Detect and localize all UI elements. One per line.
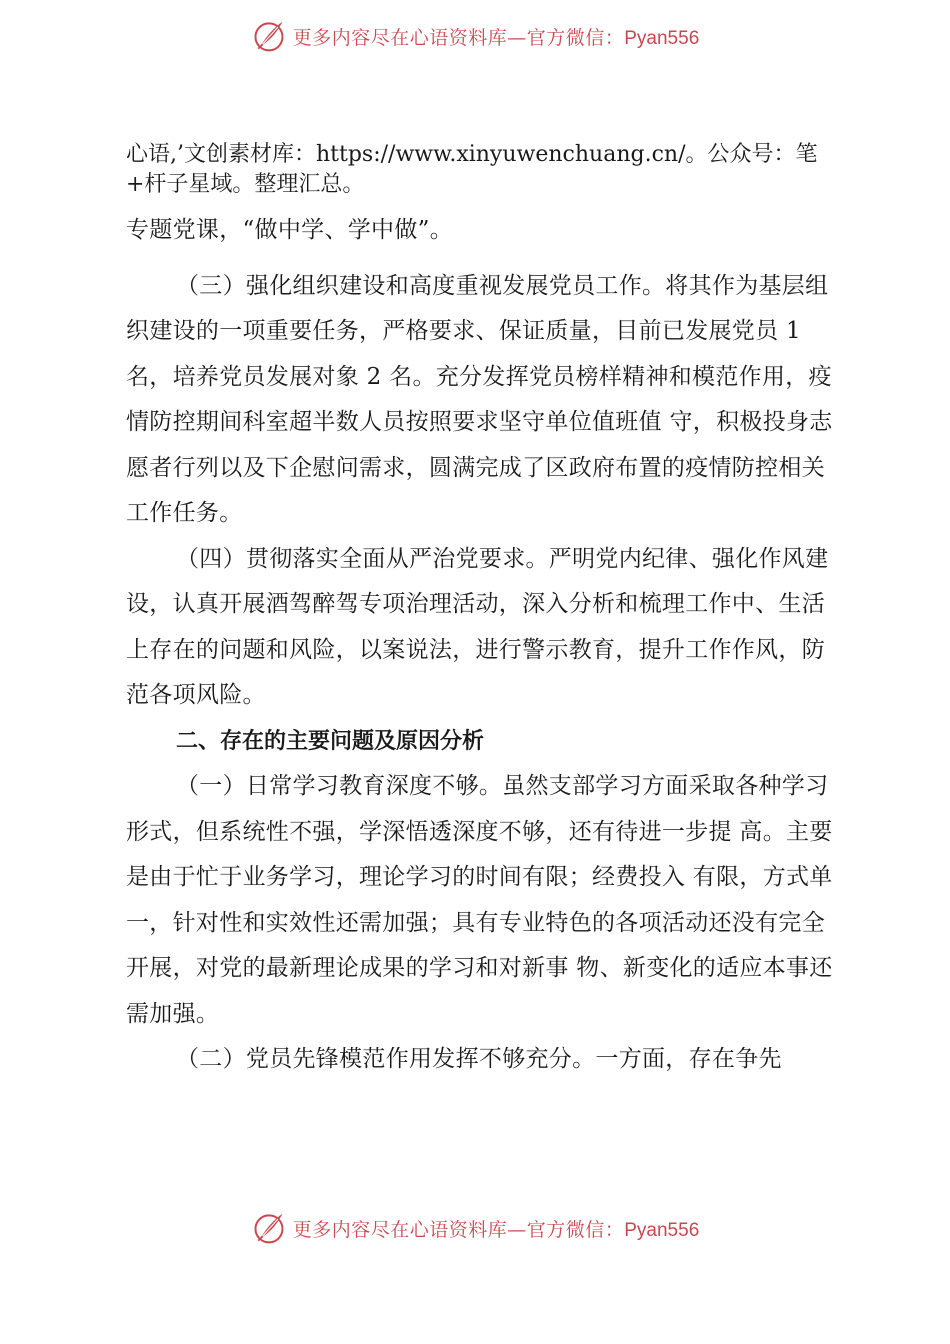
paragraph-section-3: （三）强化组织建设和高度重视发展党员工作。将其作为基层组织建设的一项重要任务，严格要求、保证质量，目前已发展党员 1 名，培养党员发展对象 2 名。充分发挥党员榜样精神和模范作用，疫情防控期间科室超半数人员按照要求坚守单位值班值 守，积极投身志愿者行列以及下企慰问需求，圆满完成了区政府布置的疫情防控相关工作任务。	[126, 272, 833, 526]
paragraph-issue-2: （二）党员先锋模范作用发挥不够充分。一方面，存在争先	[176, 1046, 782, 1072]
quill-feather-logo-icon	[251, 18, 287, 54]
header-banner	[0, 16, 950, 56]
banner-wechat-id: Pyan556	[624, 27, 700, 49]
footer-banner	[0, 1208, 950, 1248]
document-body	[126, 140, 846, 1083]
source-note: 心语,’文创素材库：https://www.xinyuwenchuang.cn/。公众号：笔+杆子星域。整理汇总。	[126, 142, 818, 197]
banner-wechat-id: Pyan556	[624, 1219, 700, 1241]
paragraph-issue-1: （一）日常学习教育深度不够。虽然支部学习方面采取各种学习形式，但系统性不强，学深悟透深度不够，还有待进一步提 高。主要是由于忙于业务学习，理论学习的时间有限；经费投入 有限，方式单一，针对性和实效性还需加强；具有专业特色的各项活动还没有完全开展，对党的最新理论成果的学习和对新事 物、新变化的适应本事还需加强。	[126, 773, 833, 1027]
section-heading-2: 二、存在的主要问题及原因分析	[176, 728, 485, 754]
banner-text: 更多内容尽在心语资料库—官方微信：Pyan556	[292, 1218, 700, 1241]
banner-text: 更多内容尽在心语资料库—官方微信：Pyan556	[292, 26, 700, 49]
paragraph-section-4: （四）贯彻落实全面从严治党要求。严明党内纪律、强化作风建设，认真开展酒驾醉驾专项治理活动，深入分析和梳理工作中、生活上存在的问题和风险，以案说法，进行警示教育，提升工作作风，防范各项风险。	[126, 545, 829, 708]
quill-feather-logo-icon	[251, 1210, 287, 1246]
paragraph-continuation: 专题党课，“做中学、学中做”。	[126, 217, 454, 243]
